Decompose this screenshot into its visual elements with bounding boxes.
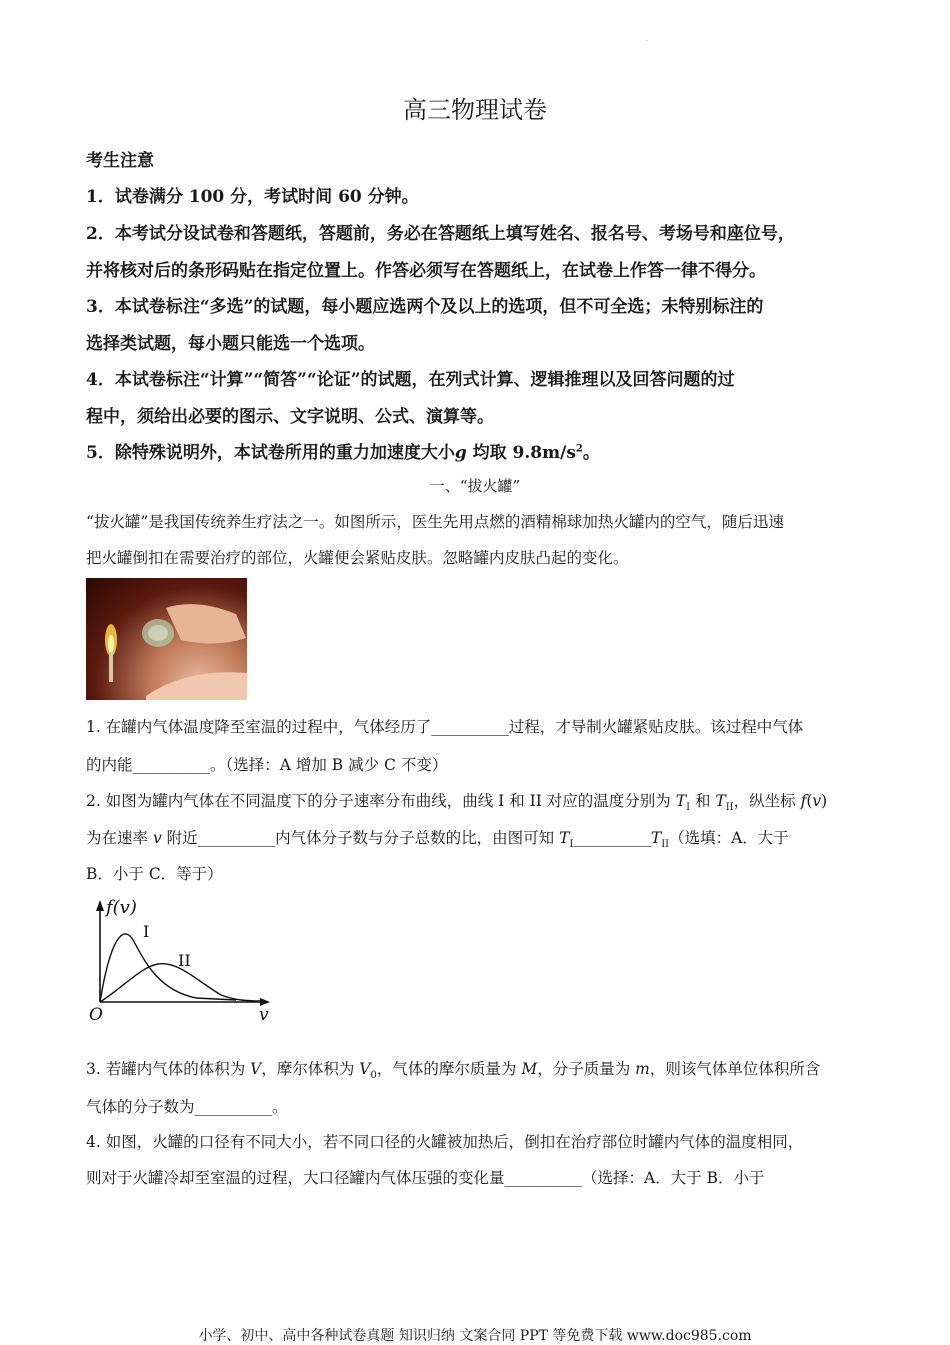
question-2-text-d: 附近__________内气体分子数与分子总数的比，由图可知 — [161, 829, 560, 847]
section-heading: 一、“拔火罐” — [429, 477, 521, 495]
question-3-text-b: ，摩尔体积为 — [261, 1060, 360, 1078]
question-3-text-e: ，则该气体单位体积所含 — [649, 1060, 821, 1078]
notice-line-8 — [86, 438, 600, 463]
notice-line-6: 4．本试卷标注“计算”“简答”“论证”的试题，在列式计算、逻辑推理以及回答问题的过 — [86, 370, 735, 390]
question-1-line-2: 的内能__________。（选择：A 增加 B 减少 C 不变） — [86, 756, 448, 774]
notice-heading: 考生注意 — [86, 151, 154, 171]
question-2-text-c: 为在速率 — [86, 829, 153, 847]
cupping-photo-art — [86, 578, 247, 700]
question-2-blank: __________ — [573, 829, 651, 847]
subscript-II: II — [725, 802, 734, 814]
question-3-line-2: 气体的分子数为__________。 — [86, 1098, 288, 1116]
symbol-T: T — [559, 829, 570, 847]
notice-line-3: 并将核对后的条形码贴在指定位置上。作答必须写在答题纸上，在试卷上作答一律不得分。 — [86, 261, 766, 281]
notice-line-1: 1．试卷满分 100 分，考试时间 60 分钟。 — [86, 187, 419, 207]
question-2-and: 和 — [690, 792, 716, 810]
question-2-text-a: 2. 如图为罐内气体在不同温度下的分子速率分布曲线，曲线 I 和 II 对应的温度分别为 — [86, 792, 676, 810]
superscript-2: 2 — [575, 443, 583, 455]
subscript-0: 0 — [370, 1070, 377, 1082]
symbol-T: T — [650, 829, 662, 847]
page-footer: 小学、初中、高中各种试卷真题 知识归纳 文案合同 PPT 等免费下载 www.doc985.com — [198, 1328, 752, 1344]
question-2-line-2 — [86, 826, 789, 850]
notice-line-5: 选择类试题，每小题只能选一个选项。 — [86, 334, 375, 354]
subscript-II: II — [661, 839, 670, 851]
notice-line-2: 2．本考试分设试卷和答题纸，答题前，务必在答题纸上填写姓名、报名号、考场号和座位号， — [86, 224, 795, 244]
question-3-text-d: ，分子质量为 — [537, 1060, 636, 1078]
g-symbol: g — [454, 443, 467, 463]
graph-svg — [86, 895, 276, 1030]
question-1-line-1: 1. 在罐内气体温度降至室温的过程中，气体经历了__________过程，才导制火罐紧贴皮肤。该过程中气体 — [86, 718, 804, 736]
curve-I-label: I — [143, 922, 150, 941]
question-2-line-3: B．小于 C．等于） — [86, 865, 223, 883]
question-3-text-a: 3. 若罐内气体的体积为 — [86, 1060, 251, 1078]
notice-line-7: 程中，须给出必要的图示、文字说明、公式、演算等。 — [86, 407, 494, 427]
question-2-options-a: （选填：A．大于 — [669, 829, 789, 847]
question-4-line-1: 4. 如图，火罐的口径有不同大小，若不同口径的火罐被加热后，倒扣在治疗部位时罐内气体的温度相同， — [86, 1133, 804, 1151]
question-2-text-b: ，纵坐标 — [733, 792, 801, 810]
y-axis-label: f(v) — [106, 897, 137, 918]
question-4-line-2: 则对于火罐冷却至室温的过程，大口径罐内气体压强的变化量__________（选择：A．大于 B．小于 — [86, 1169, 765, 1187]
symbol-v: v — [812, 792, 822, 810]
subscript-I: I — [569, 839, 574, 851]
curve-II-label: II — [178, 951, 191, 970]
symbol-f: f — [800, 792, 807, 810]
symbol-m: m — [635, 1060, 650, 1078]
symbol-V: V — [250, 1060, 262, 1078]
section-intro-1: “拔火罐”是我国传统养生疗法之一。如图所示，医生先用点燃的酒精棉球加热火罐内的空气，随后迅速 — [86, 513, 784, 531]
section-intro-2: 把火罐倒扣在需要治疗的部位，火罐便会紧贴皮肤。忽略罐内皮肤凸起的变化。 — [86, 549, 629, 567]
question-3-text-c: ，气体的摩尔质量为 — [376, 1060, 522, 1078]
symbol-T: T — [715, 792, 726, 810]
symbol-v: v — [152, 829, 162, 847]
cupping-photo — [86, 578, 247, 700]
page-title: 高三物理试卷 — [403, 96, 547, 124]
y-axis-arrow — [96, 900, 104, 911]
origin-label: O — [89, 1005, 103, 1025]
notice-line-8-value: 均取 9.8m/s — [466, 443, 576, 463]
notice-line-4: 3．本试卷标注“多选”的试题，每小题应选两个及以上的选项，但不可全选；未特别标注的 — [86, 297, 764, 317]
symbol-M: M — [521, 1060, 538, 1078]
symbol-V0: V — [359, 1060, 371, 1078]
question-2-line-1: 2. 如图为罐内气体在不同温度下的分子速率分布曲线，曲线 I 和 II 对应的温度分别为 $T_I$ 和 $T_{II}$，纵坐标 f(v) — [86, 792, 828, 814]
notice-line-8-text: 5．除特殊说明外，本试卷所用的重力加速度大小 — [86, 443, 455, 463]
x-axis-label: v — [259, 1005, 269, 1025]
velocity-distribution-graph — [86, 895, 276, 1030]
question-3-line-1 — [86, 1057, 820, 1081]
subscript-I: I — [686, 802, 691, 814]
corner-mark: . — [646, 36, 648, 43]
notice-line-8-end: 。 — [582, 443, 600, 463]
symbol-T: T — [675, 792, 687, 810]
